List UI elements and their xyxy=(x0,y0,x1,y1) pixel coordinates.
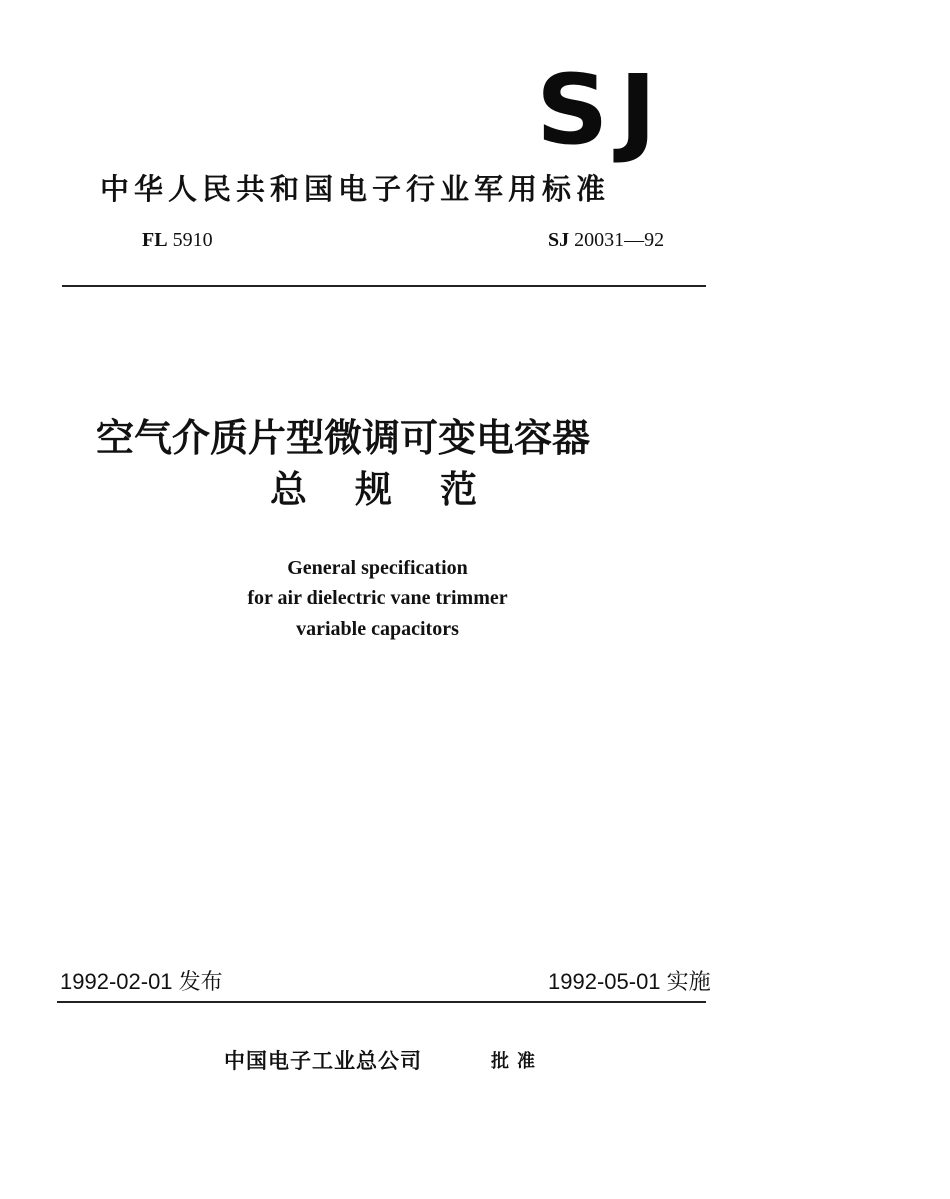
classification-prefix: FL xyxy=(142,229,168,251)
english-title-line1: General specification xyxy=(287,557,468,579)
classification-code xyxy=(142,229,213,251)
classification-number: 5910 xyxy=(172,229,213,251)
standard-prefix: SJ xyxy=(548,229,570,251)
english-title-line2: for air dielectric vane trimmer xyxy=(247,587,508,609)
issuing-category-heading: 中华人民共和国电子行业军用标准 xyxy=(100,172,611,206)
implementation-date: 1992-05-01 实施 xyxy=(548,969,711,994)
sj-logo: SJ xyxy=(536,54,668,166)
english-title-line3: variable capacitors xyxy=(296,618,459,640)
standard-number: 20031—92 xyxy=(574,229,665,251)
standard-code xyxy=(548,229,664,251)
header-divider xyxy=(62,285,706,287)
issuing-organization: 中国电子工业总公司 xyxy=(224,1049,422,1073)
chinese-title-line2: 总规范 xyxy=(270,468,525,511)
footer-divider xyxy=(57,1001,706,1003)
publish-date: 1992-02-01 发布 xyxy=(60,969,223,994)
approval-label: 批准 xyxy=(491,1051,543,1072)
chinese-title-line1: 空气介质片型微调可变电容器 xyxy=(96,416,591,460)
